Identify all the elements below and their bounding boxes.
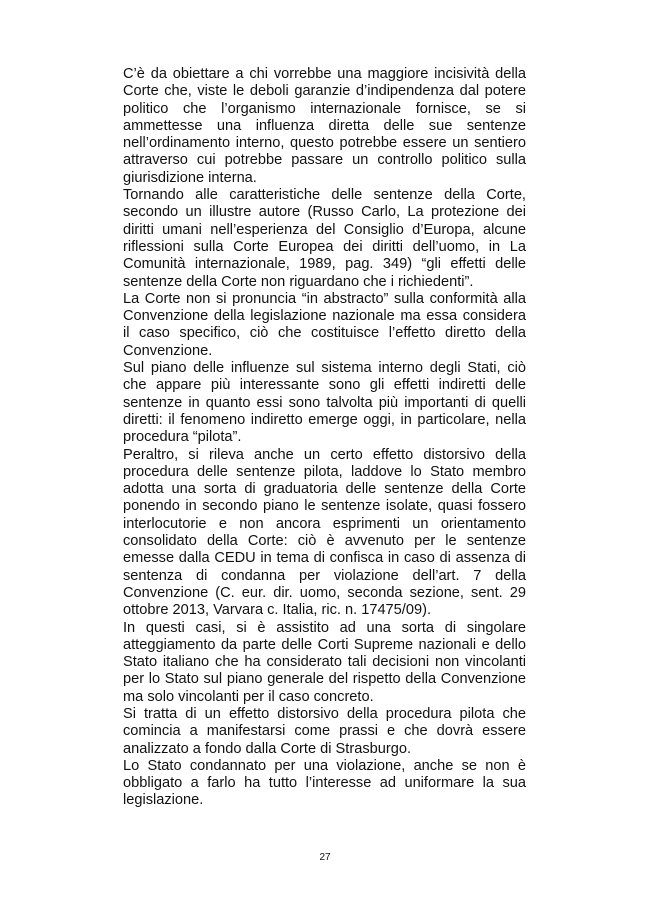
- page-number: 27: [319, 852, 331, 863]
- paragraph-7: Si tratta di un effetto distorsivo della procedura pilota che comincia a manifestarsi come prassi e che dovrà essere analizzato a fondo dalla Corte di Strasburgo.: [123, 705, 526, 757]
- document-body: [123, 66, 526, 810]
- paragraph-1: C’è da obiettare a chi vorrebbe una maggiore incisività della Corte che, viste le deboli garanzie d’indipendenza dal potere politico che l’organismo internazionale fornisce, se si ammettesse una influenza diretta delle sue sentenze nell’ordinamento interno, questo potrebbe essere un sentiero attraverso cui potrebbe passare un controllo politico sulla giurisdizione interna.: [123, 66, 526, 186]
- paragraph-6: In questi casi, si è assistito ad una sorta di singolare atteggiamento da parte delle Corti Supreme nazionali e dello Stato italiano che ha considerato tali decisioni non vincolanti per lo Stato sul piano generale del rispetto della Convenzione ma solo vincolanti per il caso concreto.: [123, 619, 526, 705]
- paragraph-8: Lo Stato condannato per una violazione, anche se non è obbligato a farlo ha tutto l’interesse ad uniformare la sua legislazione.: [123, 757, 526, 809]
- paragraph-3: La Corte non si pronuncia “in abstracto” sulla conformità alla Convenzione della legislazione nazionale ma essa considera il caso specifico, ciò che costituisce l’effetto diretto della Convenzione.: [123, 290, 526, 359]
- paragraph-5: Peraltro, si rileva anche un certo effetto distorsivo della procedura delle sentenze pilota, laddove lo Stato membro adotta una sorta di graduatoria delle sentenze della Corte ponendo in secondo piano le sentenze isolate, quasi fossero interlocutorie e non ancora esprimenti un orientamento consolidato della Corte: ciò è avvenuto per le sentenze emesse dalla CEDU in tema di confisca in caso di assenza di sentenza di condanna per violazione dell’art. 7 della Convenzione (C. eur. dir. uomo, seconda sezione, sent. 29 ottobre 2013, Varvara c. Italia, ric. n. 17475/09).: [123, 446, 526, 619]
- paragraph-4: Sul piano delle influenze sul sistema interno degli Stati, ciò che appare più interessante sono gli effetti indiretti delle sentenze in quanto essi sono talvolta più importanti di quelli diretti: il fenomeno indiretto emerge oggi, in particolare, nella procedura “pilota”.: [123, 360, 526, 446]
- paragraph-2: Tornando alle caratteristiche delle sentenze della Corte, secondo un illustre autore (Russo Carlo, La protezione dei diritti umani nell’esperienza del Consiglio d’Europa, alcune riflessioni sulla Corte Europea dei diritti dell’uomo, in La Comunità internazionale, 1989, pag. 349) “gli effetti delle sentenze della Corte non riguardano che i richiedenti”.: [123, 187, 526, 290]
